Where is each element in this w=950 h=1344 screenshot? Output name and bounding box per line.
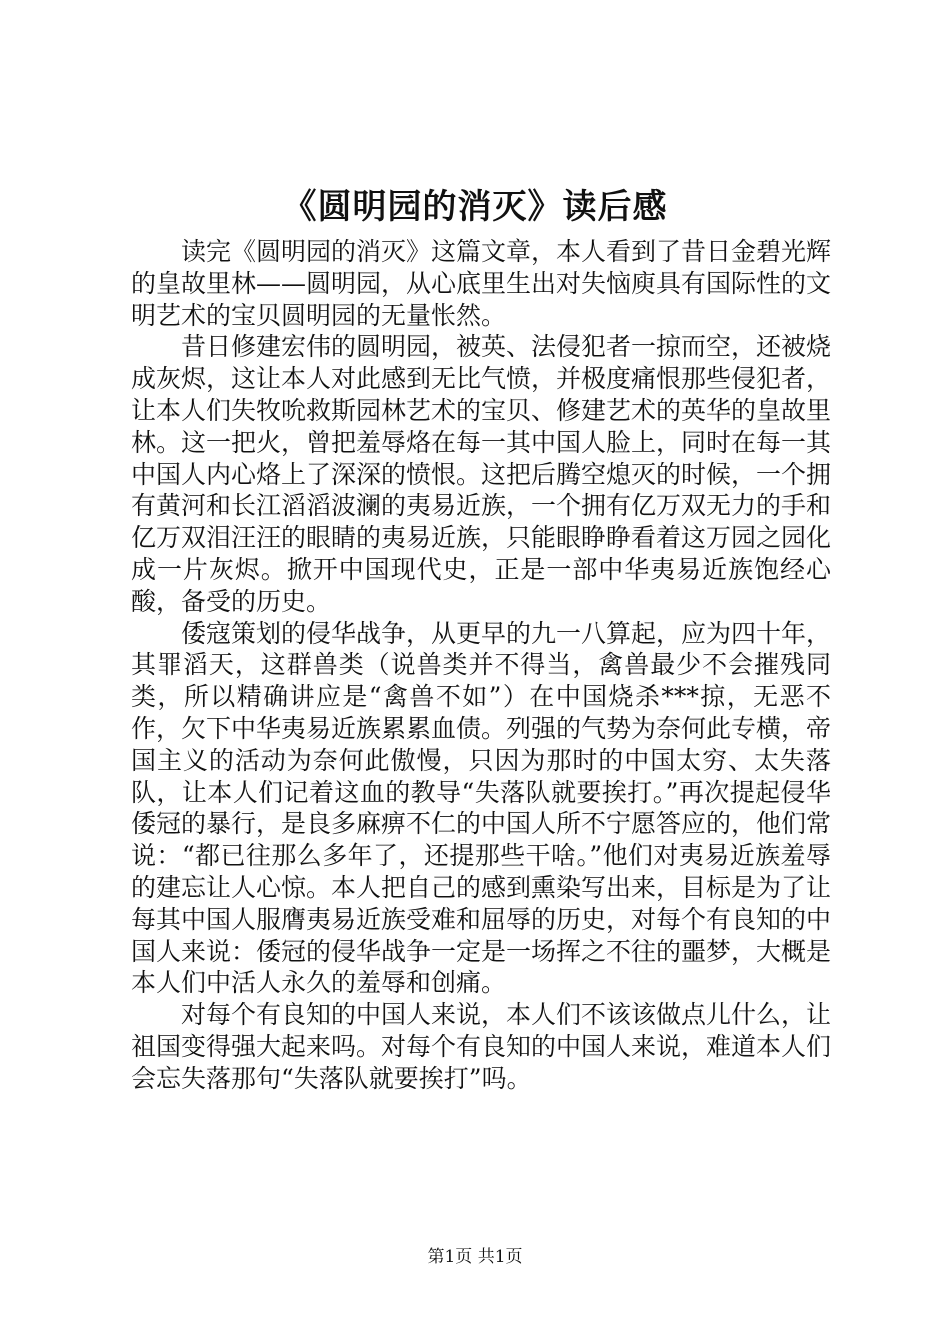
document-title: 《圆明园的消灭》读后感 [282, 187, 668, 227]
paragraph-3: 倭寇策划的侵华战争，从更早的九一八算起，应为四十年，其罪滔天，这群兽类（说兽类并不得当，禽兽最少不会摧残同类，所以精确讲应是“禽兽不如”）在中国烧杀***掠，无恶不作，欠下中华夷易近族累累血债。列强的气势为奈何此专横，帝国主义的活动为奈何此傲慢，只因为那时的中国太穷、太失落队，让本人们记着这血的教导“失落队就要挨打。”再次提起侵华倭冠的暴行，是良多麻痹不仁的中国人所不宁愿答应的，他们常说：“都已往那么多年了，还提那些干啥。”他们对夷易近族羞辱的建忘让人心惊。本人把自己的感到熏染写出来，目标是为了让每其中国人服膺夷易近族受难和屈辱的历史，对每个有良知的中国人来说：倭冠的侵华战争一定是一场挥之不往的噩梦，大概是本人们中活人永久的羞辱和创痛。 [131, 618, 832, 998]
page-footer: 第1页 共1页 [427, 1247, 523, 1267]
document-body [131, 236, 831, 1095]
paragraph-1: 读完《圆明园的消灭》这篇文章，本人看到了昔日金碧光辉的皇故里林——圆明园，从心底里生出对失恼庾具有国际性的文明艺术的宝贝圆明园的无量怅然。 [131, 237, 832, 330]
paragraph-2: 昔日修建宏伟的圆明园，被英、法侵犯者一掠而空，还被烧成灰烬，这让本人对此感到无比气愤，并极度痛恨那些侵犯者，让本人们失牧吮救斯园林艺术的宝贝、修建艺术的英华的皇故里林。这一把火，曾把羞辱烙在每一其中国人脸上，同时在每一其中国人内心烙上了深深的愤恨。这把后腾空熄灭的时候，一个拥有黄河和长江滔滔波澜的夷易近族，一个拥有亿万双无力的手和亿万双泪汪汪的眼睛的夷易近族，只能眼睁睁看着这万园之园化成一片灰烬。掀开中国现代史，正是一部中华夷易近族饱经心酸，备受的历史。 [131, 332, 832, 616]
paragraph-4: 对每个有良知的中国人来说，本人们不该该做点儿什么，让祖国变得强大起来吗。对每个有良知的中国人来说，难道本人们会忘失落那句“失落队就要挨打”吗。 [131, 1000, 832, 1093]
